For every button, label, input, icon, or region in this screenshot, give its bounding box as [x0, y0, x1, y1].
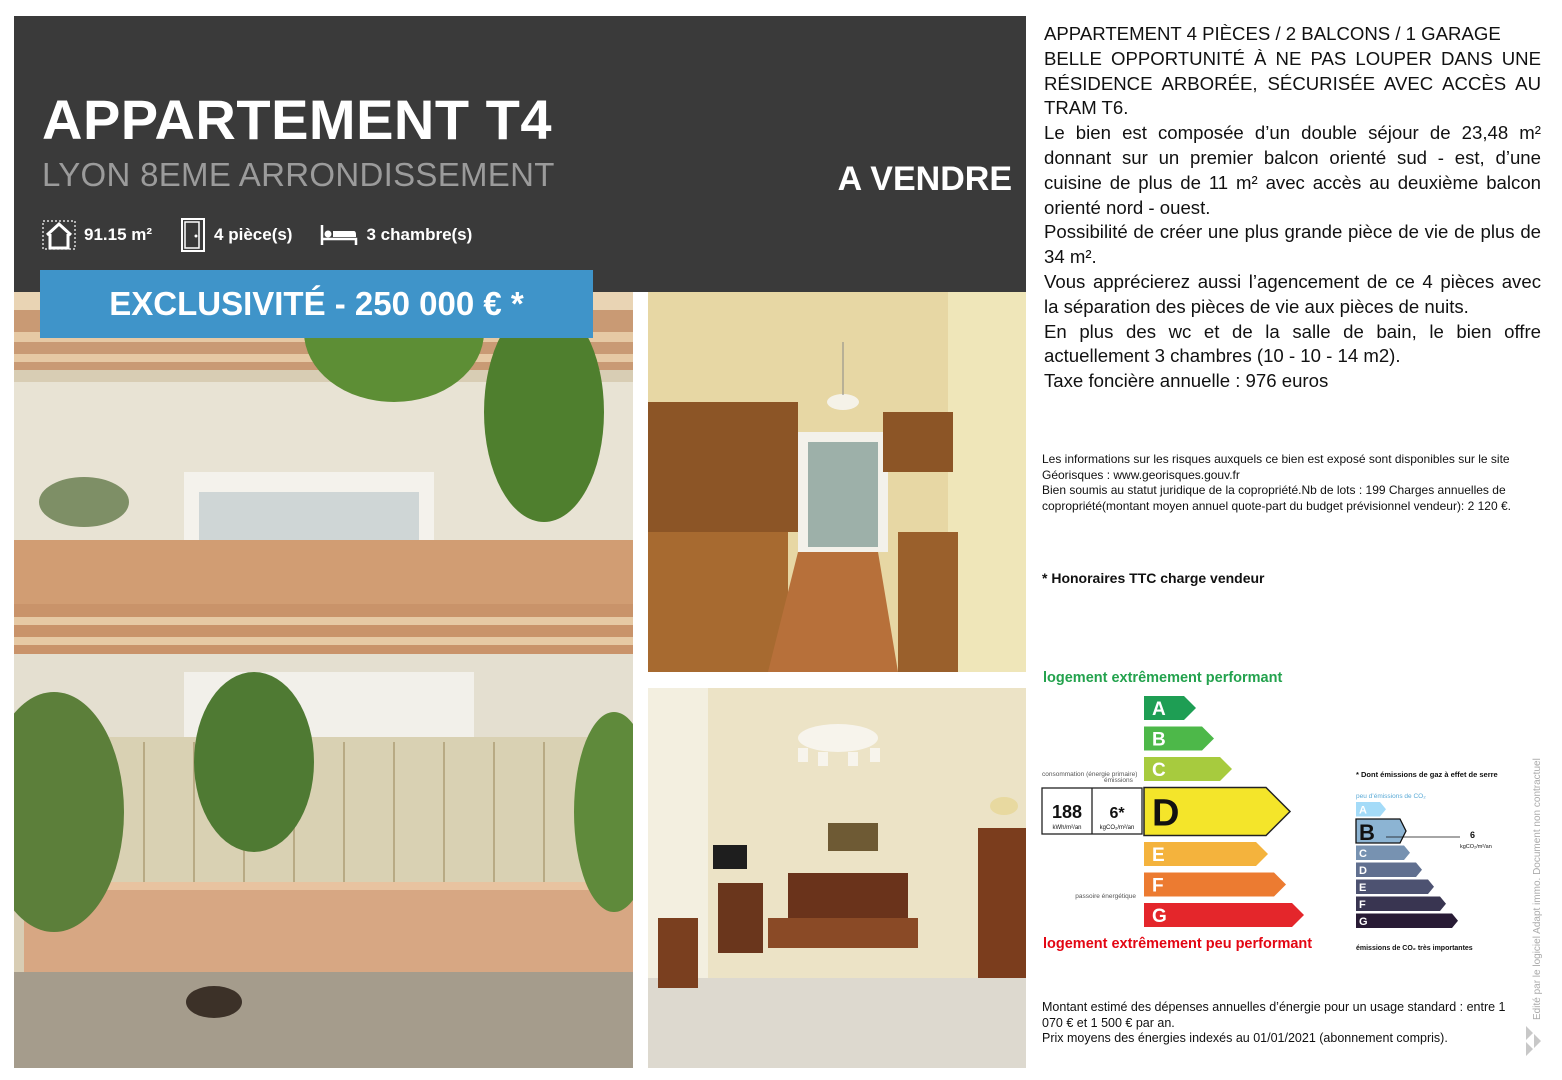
dpe-consumption-value: 188	[1051, 802, 1083, 822]
dpe-energy-label	[1040, 690, 1350, 936]
dpe-class-f-letter: F	[1152, 875, 1164, 897]
header-panel	[14, 16, 1026, 292]
ges-class-c-letter: C	[1359, 848, 1367, 860]
feature-bedrooms	[320, 223, 472, 247]
kitchen-photo	[648, 292, 1026, 672]
feature-bedrooms-label: 3 chambre(s)	[366, 225, 473, 244]
ges-class-e-bar	[1356, 880, 1434, 895]
adapt-immo-logo-icon	[1522, 1024, 1544, 1056]
ges-unit: kgCO₂/m²/an	[1460, 844, 1492, 850]
feature-list	[42, 218, 500, 252]
dpe-class-g-letter: G	[1152, 906, 1167, 927]
dpe-emissions-label: émissions	[1104, 777, 1133, 784]
surface-icon	[42, 220, 76, 250]
ges-class-b-letter: B	[1359, 820, 1375, 845]
dpe-class-d-letter: D	[1152, 792, 1180, 835]
dpe-passoire-label: passoire énergétique	[1075, 893, 1136, 900]
description-line: Vous apprécierez aussi l’agencement de ce 4 pièces avec la séparation des pièces de vie aux pièces de nuits.	[1044, 270, 1541, 317]
dpe-consumption-label: consommation (énergie primaire)	[1042, 771, 1138, 778]
dpe-consumption-unit: kWh/m²/an	[1052, 825, 1082, 831]
description-line: Le bien est composée d’un double séjour de 23,48 m² donnant sur un premier balcon orienté sud - est, d’une cuisine de plus de 11 m² avec accès au deuxième balcon orienté nord - ouest.	[1044, 122, 1541, 218]
dpe-class-f-bar	[1144, 873, 1286, 897]
dpe-class-a-letter: A	[1152, 699, 1166, 720]
ges-note-title: * Dont émissions de gaz à effet de serre	[1356, 770, 1498, 779]
ges-class-e-letter: E	[1359, 882, 1367, 894]
ges-low-label: peu d’émissions de CO₂	[1356, 793, 1426, 800]
ges-class-bars	[1356, 802, 1458, 928]
energy-cost-estimate: Montant estimé des dépenses annuelles d’énergie pour un usage standard : entre 1 070 € et 1 500 € par an.	[1042, 1000, 1506, 1030]
listing-location: LYON 8EME ARRONDISSEMENT	[42, 156, 555, 193]
ges-value: 6	[1470, 830, 1476, 840]
ges-climate-label	[1352, 768, 1502, 968]
dpe-title-top: logement extrêmement performant	[1043, 670, 1283, 686]
dpe-class-g-bar	[1144, 903, 1304, 927]
energy-price-index: Prix moyens des énergies indexés au 01/01/2021 (abonnement compris).	[1042, 1031, 1448, 1045]
description-line: BELLE OPPORTUNITÉ À NE PAS LOUPER DANS UNE RÉSIDENCE ARBORÉE, SÉCURISÉE AVEC ACCÈS AU TRAM T6.	[1044, 47, 1541, 119]
feature-surface	[42, 220, 152, 250]
feature-rooms-label: 4 pièce(s)	[214, 225, 293, 244]
legal-copropriete: Bien soumis au statut juridique de la copropriété.Nb de lots : 199 Charges annuelles de copropriété(montant moyen annuel quote-part du budget prévisionnel vendeur): 2 120 €.	[1042, 483, 1511, 513]
building-photo	[14, 292, 633, 1068]
feature-rooms	[180, 218, 292, 252]
ges-class-d-letter: D	[1359, 865, 1367, 877]
dpe-class-e-letter: E	[1152, 845, 1165, 866]
legal-georisques: Les informations sur les risques auxquels ce bien est exposé sont disponibles sur le site Géorisques : www.georisques.gouv.fr	[1042, 452, 1510, 482]
description-line: Taxe foncière annuelle : 976 euros	[1044, 370, 1329, 392]
listing-title: APPARTEMENT T4	[42, 88, 552, 151]
ges-class-g-bar	[1356, 914, 1458, 929]
software-side-note: Edité par le logiciel Adapt immo. Document non contractuel	[1532, 758, 1543, 1020]
description-line: APPARTEMENT 4 PIÈCES / 2 BALCONS / 1 GARAGE	[1044, 23, 1501, 44]
fees-note: * Honoraires TTC charge vendeur	[1042, 570, 1265, 586]
dpe-emissions-unit: kgCO₂/m²/an	[1099, 825, 1135, 831]
dpe-emissions-value: 6*	[1109, 805, 1125, 822]
ges-high-label: émissions de CO₂ très importantes	[1356, 945, 1473, 952]
ges-class-f-letter: F	[1359, 899, 1366, 911]
ges-class-a-letter: A	[1359, 804, 1367, 817]
ges-class-f-bar	[1356, 897, 1446, 912]
property-description	[1044, 22, 1541, 394]
dpe-class-bars	[1144, 696, 1304, 927]
legal-notice	[1042, 452, 1542, 514]
price-banner: EXCLUSIVITÉ - 250 000 € *	[40, 270, 593, 338]
energy-cost-notice	[1042, 1000, 1512, 1047]
bed-icon	[320, 223, 358, 247]
dining-room-photo	[648, 688, 1026, 1068]
ges-class-g-letter: G	[1359, 916, 1368, 928]
description-line: En plus des wc et de la salle de bain, le bien offre actuellement 3 chambres (10 - 10 - 14 m2).	[1044, 320, 1541, 367]
dpe-title-bottom: logement extrêmement peu performant	[1043, 936, 1313, 952]
feature-surface-label: 91.15 m²	[84, 225, 153, 244]
description-line: Possibilité de créer une plus grande pièce de vie de plus de 34 m².	[1044, 221, 1541, 268]
dpe-class-b-letter: B	[1152, 729, 1166, 751]
door-icon	[180, 218, 206, 252]
listing-status: A VENDRE	[837, 160, 1012, 198]
dpe-class-c-letter: C	[1152, 760, 1166, 781]
